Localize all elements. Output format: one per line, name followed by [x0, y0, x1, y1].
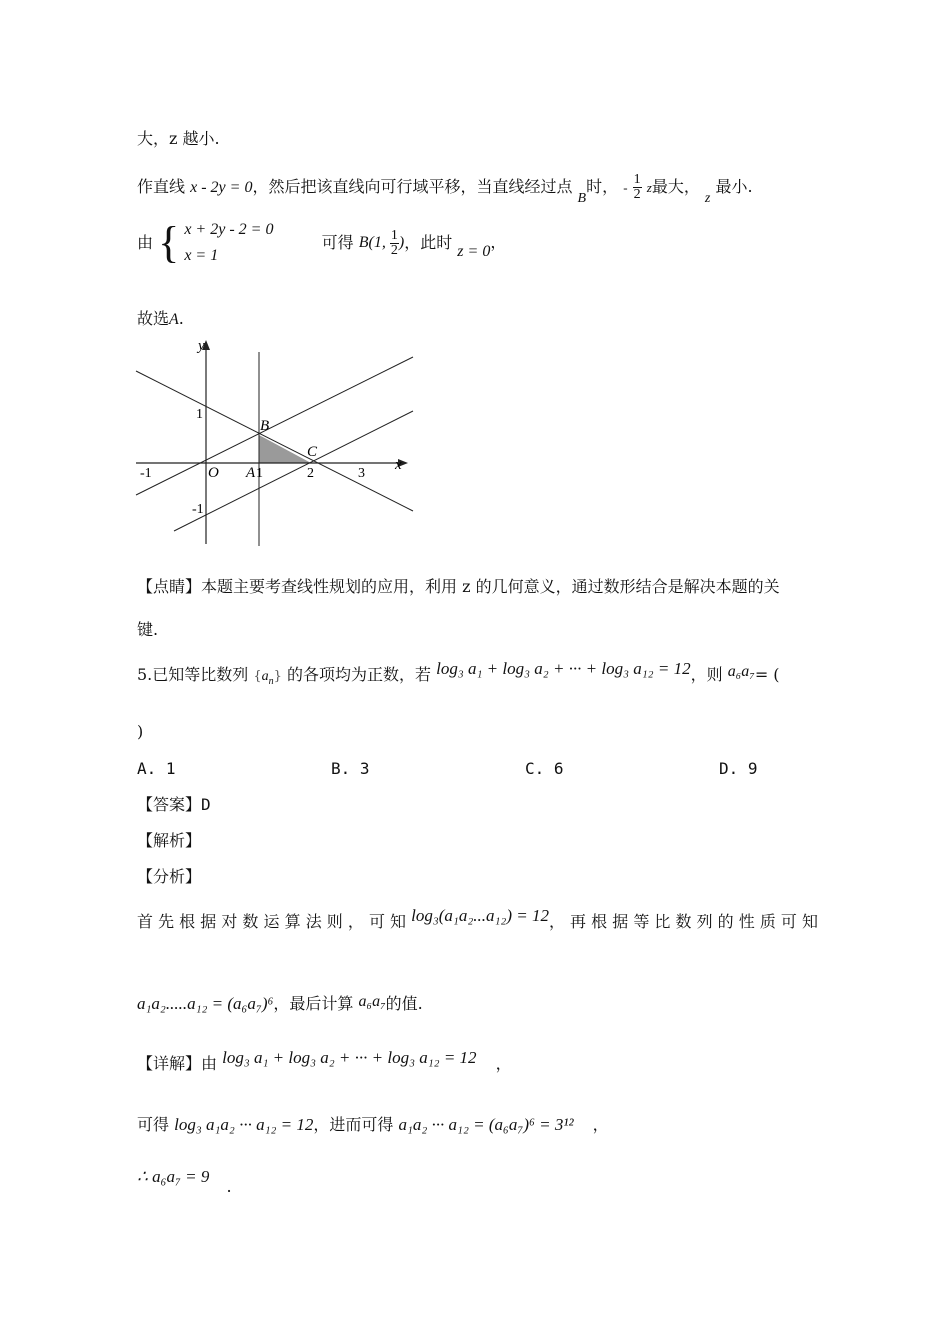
text-line-4 [137, 307, 184, 332]
line-4-answer: A [169, 311, 179, 328]
option-c-text: C. 6 [525, 759, 564, 778]
comment-line-2 [137, 618, 158, 642]
question-5-middle-2: ，则 [690, 665, 723, 684]
line-4-end: . [178, 309, 184, 328]
detail-2-equation: log₃ a₁a₂ ··· a₁₂ = 12 [174, 1115, 314, 1134]
half-fraction: $\frac{1}{2}$ [633, 172, 641, 202]
detail-end-1: ， [495, 1054, 512, 1073]
point-b-coords: B(1, [358, 234, 390, 251]
seq-a: a [261, 669, 269, 684]
point-b-graph-label: B [260, 418, 270, 434]
point-b-label: B [577, 191, 587, 206]
fenxi-text-2: ， 再 根 据 等 比 数 列 的 性 质 可 知 [548, 912, 819, 931]
detail-2-equation-2: a₁a₂ ··· a₁₂ = (a₆a₇)⁶ = 3¹² [398, 1115, 574, 1134]
comment-text-2: 键. [137, 620, 159, 639]
answer-label: 【答案】 [137, 795, 202, 814]
question-5-equation: log₃ a₁ + log₃ a₂ + ··· + log₃ a₁₂ = 12 [436, 659, 691, 678]
question-5-prefix: 5.已知等比数列 [137, 665, 249, 684]
text-line-3 [137, 220, 506, 266]
line-2-prefix: 作直线 [137, 177, 186, 196]
comment-line-1 [137, 575, 780, 599]
fenxi-label: 【分析】 [137, 867, 202, 886]
equation-system [184, 220, 273, 266]
feasible-region [259, 435, 311, 463]
detail-2-middle: ，进而可得 [313, 1115, 394, 1134]
detail-2-end: ， [592, 1115, 609, 1134]
origin-label: O [208, 465, 219, 481]
option-d [719, 757, 758, 781]
question-5-line [137, 659, 780, 694]
fenxi-equation-1: log₃(a₁a₂...a₁₂) = 12 [411, 906, 549, 925]
fenxi-text-3: ，最后计算 [273, 994, 354, 1013]
detail-3-end: . [226, 1177, 232, 1196]
y-tick-1: 1 [196, 407, 203, 422]
analysis-line [137, 829, 201, 853]
comment-label: 【点睛】 [137, 577, 202, 596]
line-4-prefix: 故选 [137, 309, 170, 328]
line-2-equation: x - 2y = 0 [190, 179, 253, 196]
detail-label: 【详解】 [137, 1054, 202, 1073]
point-c-label: C [307, 444, 318, 460]
line-3-prefix: 由 [137, 233, 154, 252]
fenxi-text-1: 首 先 根 据 对 数 运 算 法 则 ， 可 知 [137, 912, 407, 931]
option-a [137, 757, 176, 781]
line-3-middle: 可得 [321, 233, 354, 252]
text-line-2: 作直线 x - 2y = 0，然后把该直线向可行域平移，当直线经过点 B时， - $\frac{1}{2}$ z最大， z 最小. [137, 172, 753, 206]
option-b [331, 757, 370, 781]
line-3-middle-2: ，此时 [404, 233, 453, 252]
line-upper [136, 357, 413, 495]
question-5-ask: a₆a₇ [727, 663, 755, 680]
fenxi-equation-2: a₁a₂.....a₁₂ = (a₆a₇)⁶ [137, 994, 274, 1013]
seq-sub-n: n [268, 676, 274, 688]
option-b-text: B. 3 [331, 759, 370, 778]
answer-line [137, 793, 211, 817]
text-line-1 [137, 127, 220, 151]
point-a-label: A [246, 465, 256, 481]
fenxi-line [137, 865, 201, 889]
option-a-text: A. 1 [137, 759, 176, 778]
fenxi-text-line-2 [137, 992, 423, 1017]
detail-line-2 [137, 1113, 609, 1137]
detail-2-prefix: 可得 [137, 1115, 170, 1134]
coord-fraction: $\frac{1}{2}$ [390, 227, 398, 258]
feasible-region-graph [130, 338, 415, 550]
detail-line-3 [137, 1165, 232, 1196]
detail-prefix: 由 [201, 1054, 218, 1073]
line-2-z: z [646, 180, 652, 195]
line-2-middle-2: 时， [586, 177, 619, 196]
fenxi-text-4: 的值. [385, 994, 423, 1013]
y-label: y [198, 338, 205, 354]
x-tick-2: 2 [307, 466, 314, 481]
option-c [525, 757, 564, 781]
z-equals-zero: z = 0 [457, 242, 491, 260]
detail-3-equation: ∴ a₆a₇ = 9 [137, 1167, 210, 1186]
line-2-middle-3: 最大， [651, 177, 700, 196]
line-2-end: 最小. [715, 177, 753, 196]
option-d-text: D. 9 [719, 759, 758, 778]
fenxi-equation-3: a₆a₇ [358, 993, 386, 1010]
line-2-z2: z [704, 191, 711, 206]
detail-equation-1: log₃ a₁ + log₃ a₂ + ··· + log₃ a₁₂ = 12 [222, 1048, 477, 1067]
line-1-text: 大，z 越小. [137, 129, 220, 148]
comment-text: 本题主要考查线性规划的应用，利用 z 的几何意义，通过数形结合是解决本题的关 [201, 577, 780, 596]
question-5-close-line [137, 720, 143, 744]
system-brace: { [158, 218, 180, 267]
y-tick-neg1: -1 [192, 502, 204, 517]
seq-brace-close: } [273, 669, 282, 684]
seq-brace-open: { [253, 669, 262, 684]
question-5-middle: 的各项均为正数，若 [287, 665, 432, 684]
point-b-close: ) [398, 234, 405, 251]
line-3-end: ， [490, 232, 507, 252]
x-tick-neg1: -1 [140, 466, 152, 481]
detail-line-1 [137, 1048, 512, 1076]
x-tick-3: 3 [358, 466, 365, 481]
system-eq-1: x + 2y - 2 = 0 [184, 221, 274, 238]
line-2-middle: ，然后把该直线向可行域平移，当直线经过点 [252, 177, 573, 196]
analysis-label: 【解析】 [137, 831, 202, 850]
question-5-close: ) [137, 722, 144, 741]
system-eq-2: x = 1 [184, 247, 219, 264]
line-x-plus-2y [136, 371, 413, 511]
fenxi-text-line-1 [137, 906, 819, 934]
question-5-end: = ( [754, 665, 780, 684]
x-label: x [395, 457, 402, 473]
x-tick-1: 1 [256, 466, 263, 481]
answer-value: D [201, 795, 211, 814]
